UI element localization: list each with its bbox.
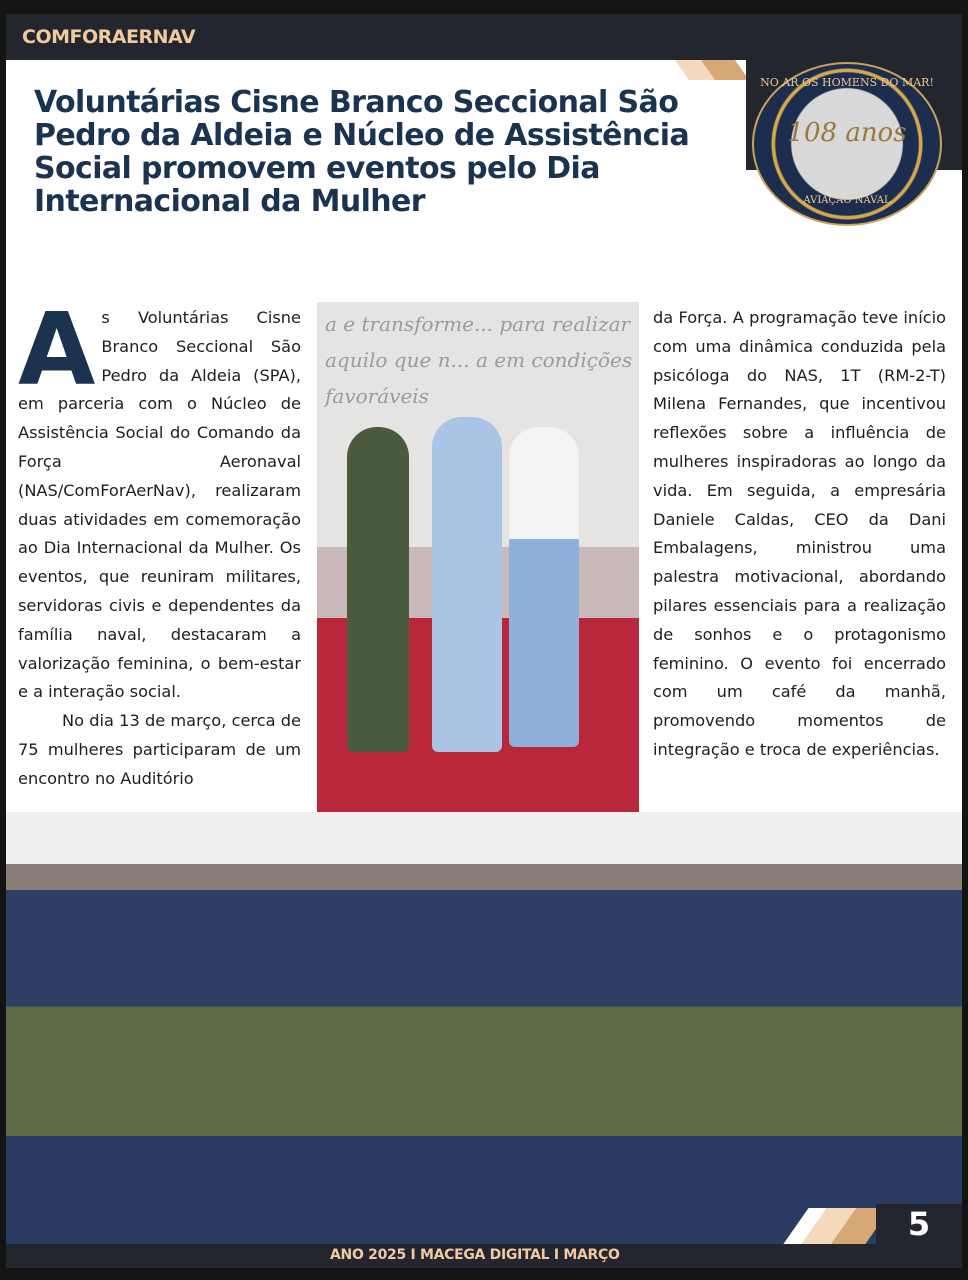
page-number: 5	[876, 1204, 962, 1244]
emblem-years: 108 anos	[787, 118, 907, 148]
emblem-banner: AVIAÇÃO NAVAL	[803, 195, 891, 206]
magazine-page	[6, 14, 962, 1268]
article-column-left	[18, 291, 301, 794]
emblem-motto: NO AR OS HOMENS DO MAR!	[760, 76, 934, 89]
top-bar	[6, 14, 962, 60]
drop-cap: A	[18, 291, 96, 408]
section-label: COMFORAERNAV	[22, 26, 196, 48]
article-title: Voluntárias Cisne Branco Seccional São Pedro da Aldeia e Núcleo de Assistência Social promovem eventos pelo Dia Internacional da Mulher	[34, 85, 690, 219]
article-column-right	[653, 304, 946, 765]
footer-bar	[6, 1244, 962, 1268]
footer-text: ANO 2025 I MACEGA DIGITAL I MARÇO	[330, 1247, 620, 1263]
paragraph: No dia 13 de março, cerca de 75 mulheres participaram de um encontro no Auditório	[18, 711, 301, 788]
paragraph: s Voluntárias Cisne Branco Seccional São Pedro da Aldeia (SPA), em parceria com o Núcleo de Assistência Social do Comando da Força Aeronaval (NAS/ComForAerNav), realizaram duas atividades em comemoração ao Dia Internacional da Mulher. Os eventos, que reuniram militares, servidoras civis e dependentes da família naval, destacaram a valorização feminina, o bem-estar e a interação social.	[18, 308, 301, 702]
group-photo	[6, 812, 962, 1244]
paragraph: da Força. A programação teve início com uma dinâmica conduzida pela psicóloga do NAS, 1T (RM-2-T) Milena Fernandes, que incentivou reflexões sobre a influência de mulheres inspiradoras ao longo da vida. Em seguida, a empresária Daniele Caldas, CEO da Dani Embalagens, ministrou uma palestra motivacional, abordando pilares essenciais para a realização de sonhos e o protagonismo feminino. O evento foi encerrado com um café da manhã, promovendo momentos de integração e troca de experiências.	[653, 308, 946, 759]
award-photo	[317, 302, 639, 812]
person-figure	[432, 417, 502, 752]
person-figure	[347, 427, 409, 752]
person-figure	[509, 427, 579, 747]
aviacao-naval-emblem	[752, 62, 942, 226]
photo-background-text: a e transforme... para realizar aquilo que n... a em condições favoráveis	[325, 312, 633, 408]
